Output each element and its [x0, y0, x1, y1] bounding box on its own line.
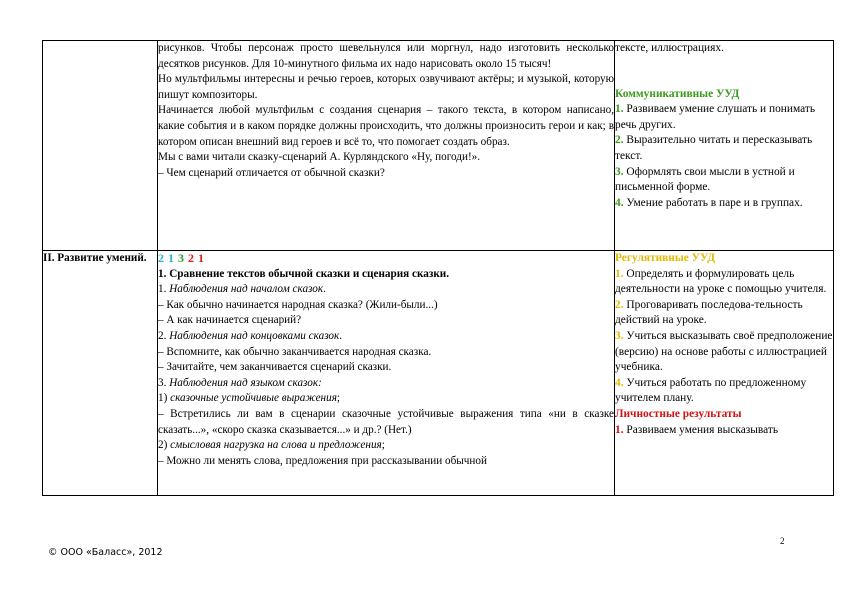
content-line: 2) смысловая нагрузка на слова и предложения;	[158, 439, 385, 452]
uud-item-text: Развиваем умения высказывать	[623, 423, 779, 436]
uud-item	[615, 298, 833, 329]
content-line: – Встретились ли вам в сценарии сказочные устойчивые выражения типа «ни в сказке сказать...», «скоро сказка сказывается...» и др.? (Нет.)	[158, 407, 614, 436]
uud-heading: Коммуникативные УУД	[615, 87, 740, 100]
uud-item	[615, 376, 833, 407]
uud-item-text: Проговаривать последова-тельность действий на уроке.	[615, 298, 803, 327]
paragraph: – Чем сценарий отличается от обычной сказки?	[158, 166, 385, 179]
table-row	[43, 41, 834, 251]
uud-item-number: 4.	[615, 376, 624, 389]
content-line: 1. Наблюдения над началом сказок.	[158, 283, 326, 296]
uud-item	[615, 165, 833, 196]
uud-text: тексте, иллюстрациях.	[615, 42, 724, 54]
uud-item-number: 3.	[615, 329, 624, 342]
content-line: – Зачитайте, чем заканчивается сценарий сказки.	[158, 361, 392, 374]
paragraph: рисунков. Чтобы персонаж просто шевельнулся или моргнул, надо изготовить несколько десятков рисунков. Для 10-минутного фильма их надо нарисовать около 15 тысяч!	[158, 42, 614, 70]
uud-item	[615, 423, 833, 439]
digit: 1	[168, 251, 178, 265]
color-digits	[158, 251, 614, 267]
stage-cell	[43, 41, 158, 251]
uud-item	[615, 329, 833, 376]
uud-item-number: 1.	[615, 103, 624, 116]
uud-heading: Личностные результаты	[615, 407, 742, 420]
table-row	[43, 251, 834, 496]
content-line: 1) сказочные устойчивые выражения;	[158, 392, 341, 405]
uud-item-text: Учиться работать по предложенному учителем плану.	[615, 376, 807, 405]
uud-cell	[615, 251, 834, 496]
uud-item-number: 2.	[615, 298, 624, 311]
uud-item-text: Учиться высказывать своё предположение (версию) на основе работы с иллюстрацией учебника.	[615, 329, 833, 374]
section-title: 1. Сравнение текстов обычной сказки и сценария сказки.	[158, 267, 450, 280]
paragraph: Начинается любой мультфильм с создания сценария – такого текста, в котором написано, какие события и в каком порядке должны происходить, что должны произносить герои и как; в котором описан внешний вид героев и всё то, что помогает создать образ.	[158, 104, 614, 148]
content-line: – А как начинается сценарий?	[158, 314, 302, 327]
uud-item-text: Умение работать в паре и в группах.	[623, 196, 803, 209]
uud-item-number: 1.	[615, 423, 624, 436]
uud-item-text: Оформлять свои мысли в устной и письменной форме.	[615, 165, 795, 194]
uud-item-number: 1.	[615, 267, 624, 280]
digit: 2	[158, 251, 168, 265]
paragraph: Мы с вами читали сказку-сценарий А. Курляндского «Ну, погоди!».	[158, 151, 481, 164]
uud-item-number: 3.	[615, 165, 624, 178]
uud-item-text: Выразительно читать и пересказывать текст.	[615, 134, 813, 162]
page-number: 2	[780, 536, 785, 546]
copyright-footer: © ООО «Баласс», 2012	[48, 547, 163, 558]
digit: 2	[188, 251, 198, 265]
stage-cell: II. Развитие умений.	[43, 251, 158, 496]
digit: 3	[178, 251, 188, 265]
uud-heading: Регулятивные УУД	[615, 252, 716, 264]
uud-item	[615, 133, 833, 164]
uud-item	[615, 102, 833, 133]
uud-item-text: Развиваем умение слушать и понимать речь других.	[615, 103, 816, 131]
content-line: 2. Наблюдения над концовками сказок.	[158, 329, 343, 342]
uud-cell	[615, 41, 834, 251]
lesson-table	[42, 40, 834, 496]
content-line: – Как обычно начинается народная сказка? (Жили-были...)	[158, 298, 438, 311]
uud-item-text: Определять и формулировать цель деятельности на уроке с помощью учителя.	[615, 267, 827, 296]
digit: 1	[198, 251, 208, 265]
uud-item	[615, 196, 833, 212]
content-cell	[158, 41, 615, 251]
paragraph: Но мультфильмы интересны и речью героев, которых озвучивают актёры; и музыкой, которую пишут композиторы.	[158, 73, 614, 101]
uud-item-number: 4.	[615, 196, 624, 209]
uud-item-number: 2.	[615, 134, 624, 147]
content-line: – Можно ли менять слова, предложения при рассказывании обычной	[158, 454, 487, 467]
content-line: – Вспомните, как обычно заканчивается народная сказка.	[158, 345, 432, 358]
uud-item	[615, 267, 833, 298]
content-cell	[158, 251, 615, 496]
content-line: 3. Наблюдения над языком сказок:	[158, 376, 322, 389]
